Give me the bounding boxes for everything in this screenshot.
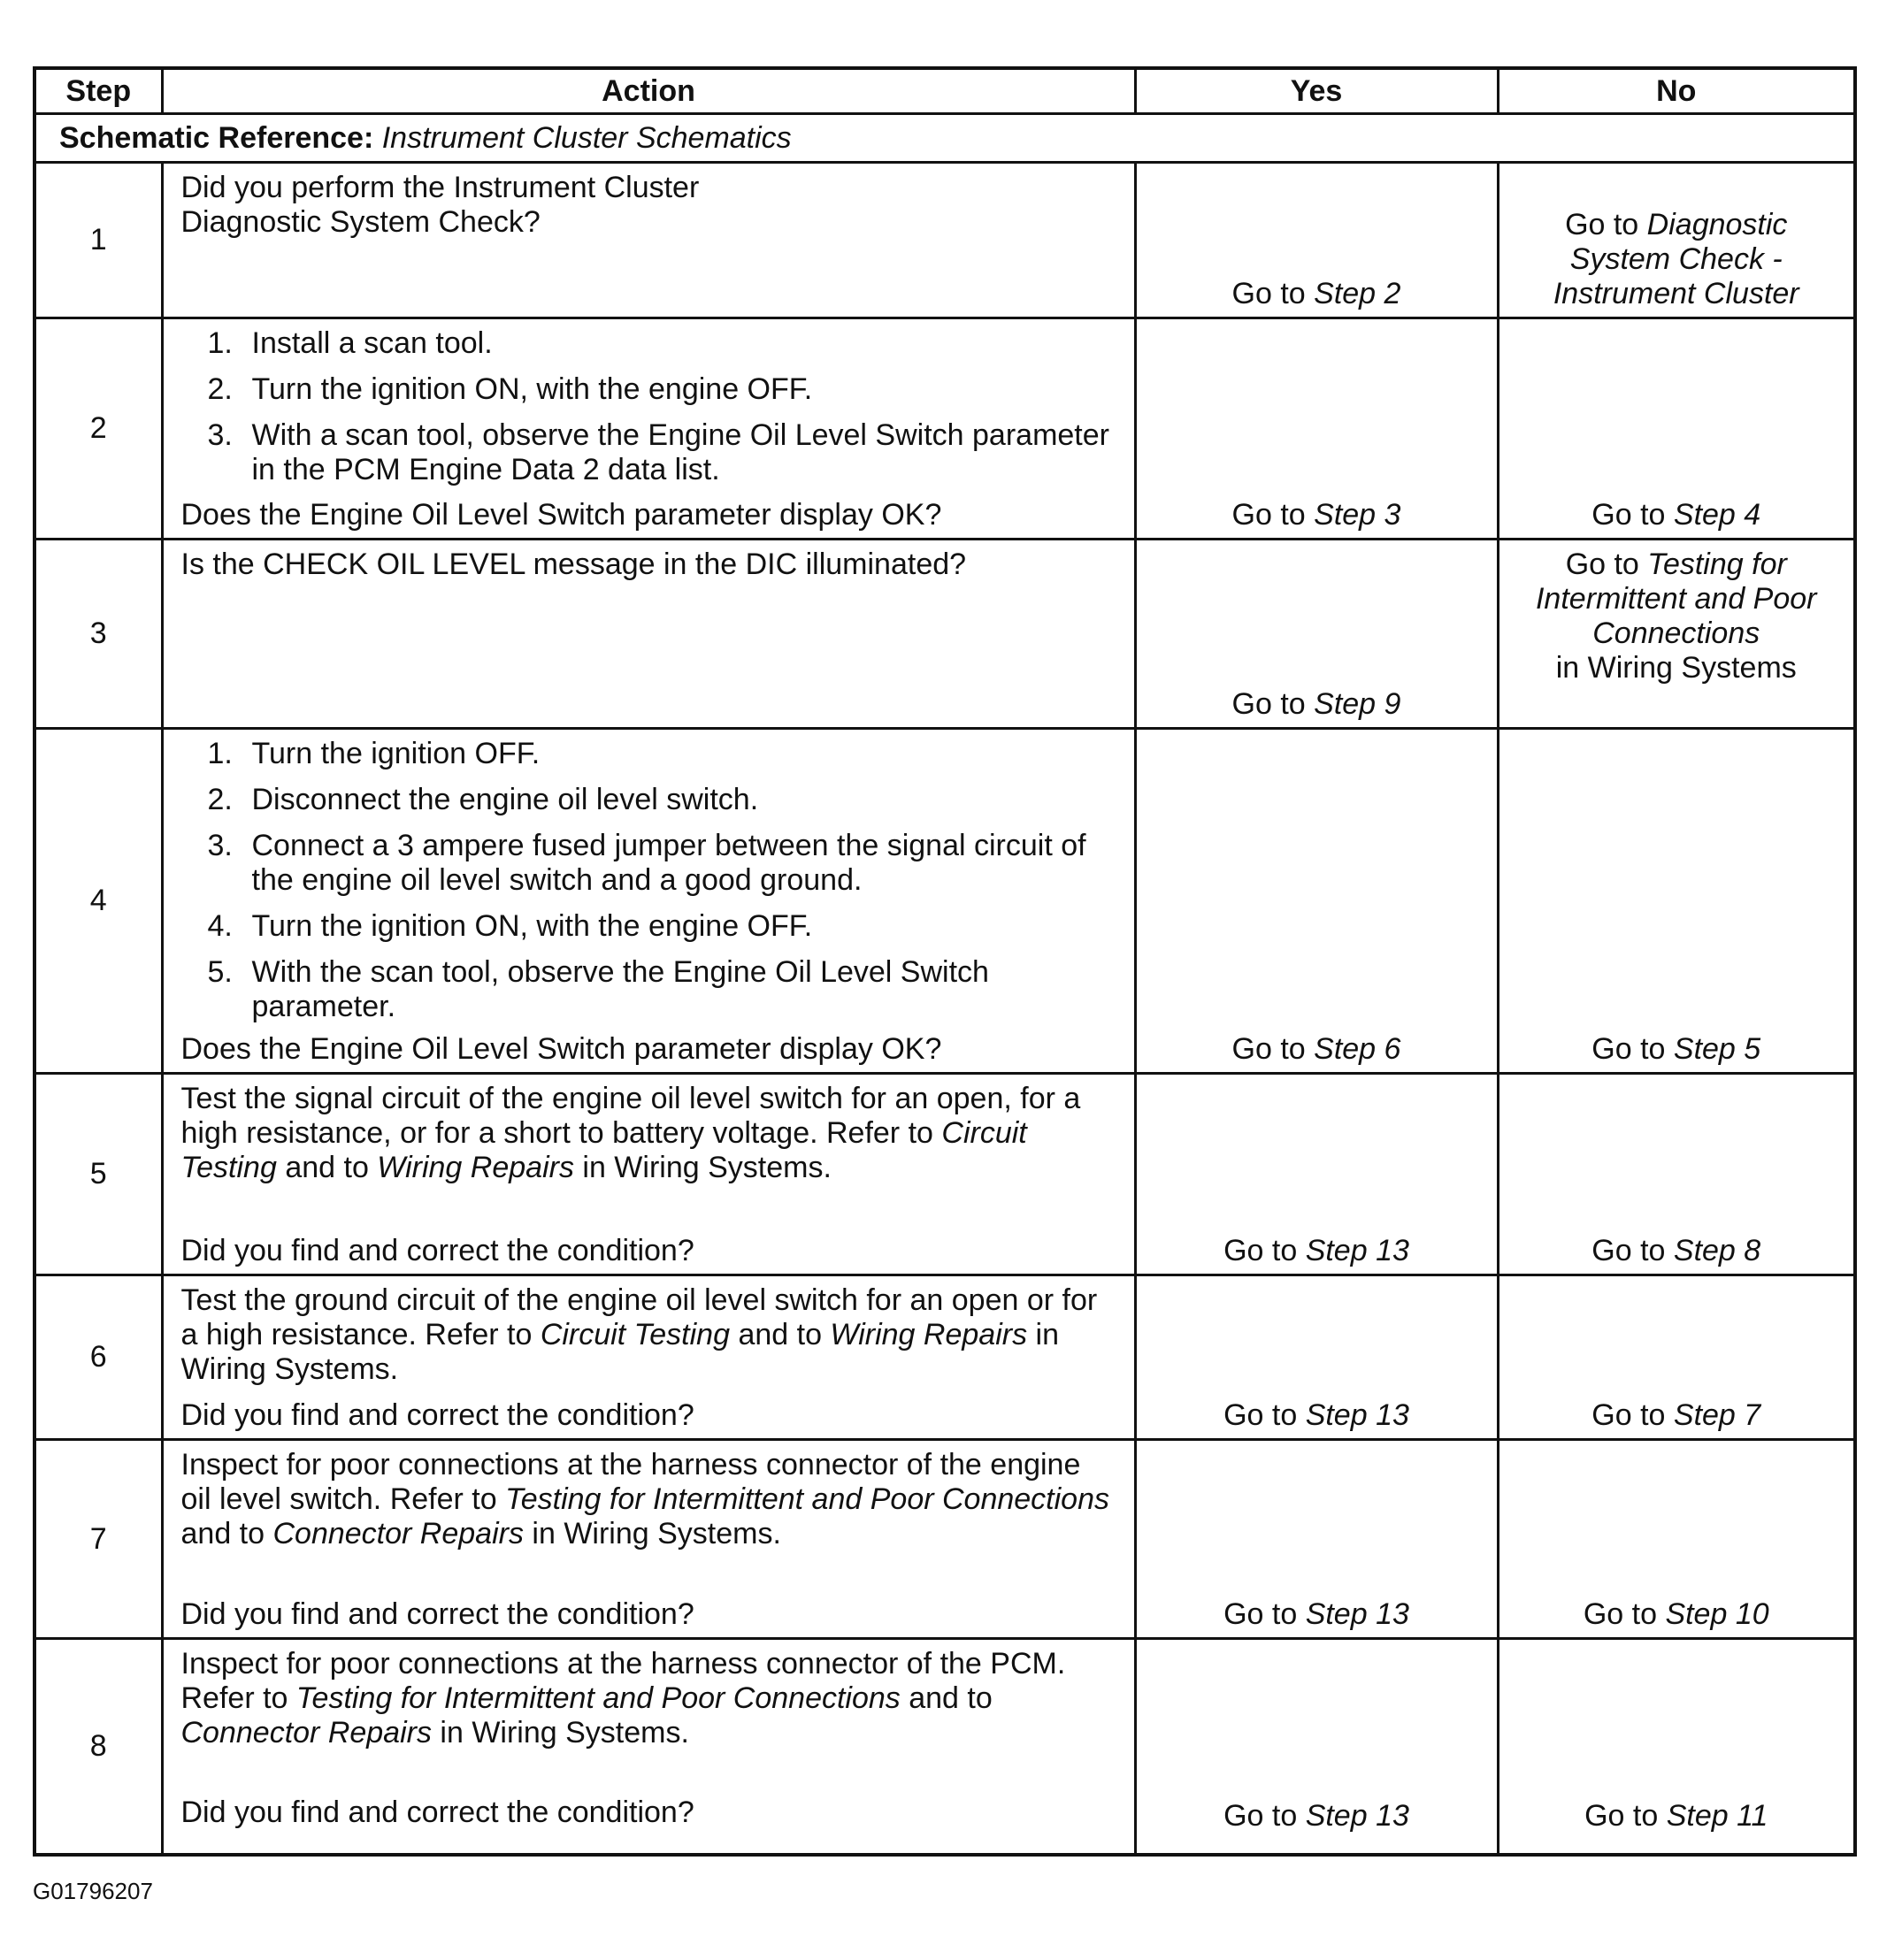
action-cell [162,318,1135,540]
action-question: Does the Engine Oil Level Switch parameter display OK? [180,498,942,532]
reference-link[interactable]: Testing for Intermittent and Poor Connections [295,1681,901,1715]
substep-list [164,326,1134,487]
header-row [35,68,1855,114]
action-cell [162,729,1135,1074]
no-cell [1498,1440,1855,1639]
yes-cell [1135,318,1498,540]
action-cell [162,163,1135,318]
yes-cell [1135,540,1498,729]
step-number: 4 [35,729,162,1074]
action-cell [162,540,1135,729]
no-result: Go to Step 11 [1584,1798,1768,1833]
step-link[interactable]: Step 5 [1673,1032,1761,1066]
yes-result: Go to Step 13 [1223,1234,1409,1267]
action-text: Is the CHECK OIL LEVEL message in the DIC illuminated? [180,547,967,581]
reference-link[interactable]: Diagnostic System Check - Instrument Cluster [1553,208,1799,310]
action-question: Did you find and correct the condition? [180,1234,694,1267]
diagnostic-table [33,66,1857,1857]
reference-link[interactable]: Circuit Testing [540,1318,730,1351]
schematic-value: Instrument Cluster Schematics [381,120,792,155]
table-row [35,163,1855,318]
no-cell [1498,729,1855,1074]
list-item: 3. Connect a 3 ampere fused jumper between the signal circuit of the engine oil level switch and a good ground. [207,829,1086,897]
yes-cell [1135,163,1498,318]
step-number: 1 [35,163,162,318]
header-action: Action [162,68,1135,114]
action-text: Inspect for poor connections at the harness connector of the engine oil level switch. Refer to Testing for Intermittent and Poor Connections and to Connector Repairs in Wiring Systems. [180,1448,1109,1550]
table-row [35,1074,1855,1275]
list-item: 4. Turn the ignition ON, with the engine OFF. [207,909,813,943]
yes-result: Go to Step 13 [1223,1398,1409,1432]
no-cell [1498,540,1855,729]
step-number: 7 [35,1440,162,1639]
substep-list [164,737,1134,1024]
reference-link[interactable]: Wiring Repairs [377,1151,574,1184]
step-link[interactable]: Step 13 [1305,1234,1409,1267]
step-link[interactable]: Step 7 [1673,1398,1761,1432]
action-question: Did you find and correct the condition? [180,1795,694,1829]
step-number: 5 [35,1074,162,1275]
table-row [35,1639,1855,1855]
header-yes: Yes [1135,68,1498,114]
yes-cell [1135,1639,1498,1855]
action-question: Did you find and correct the condition? [180,1597,694,1631]
list-item: 2. Turn the ignition ON, with the engine OFF. [207,372,813,406]
no-cell [1498,1275,1855,1440]
no-result: Go to Step 8 [1591,1234,1761,1267]
step-link[interactable]: Step 13 [1305,1798,1409,1833]
list-item: 1. Turn the ignition OFF. [207,737,541,770]
step-link[interactable]: Step 8 [1673,1234,1761,1267]
step-number: 6 [35,1275,162,1440]
table-row [35,1275,1855,1440]
step-link[interactable]: Step 13 [1305,1398,1409,1432]
table-row [35,729,1855,1074]
reference-link[interactable]: Connector Repairs [272,1517,524,1550]
step-link[interactable]: Step 2 [1314,277,1401,310]
step-link[interactable]: Step 13 [1305,1597,1409,1631]
yes-cell [1135,729,1498,1074]
reference-link[interactable]: Connector Repairs [180,1716,432,1749]
table-row [35,540,1855,729]
reference-link[interactable]: Circuit Testing [180,1116,1027,1184]
no-result: Go to Step 10 [1583,1597,1769,1631]
step-link[interactable]: Step 11 [1666,1798,1768,1833]
table-row [35,1440,1855,1639]
step-number: 3 [35,540,162,729]
yes-result: Go to Step 9 [1231,687,1401,721]
yes-result: Go to Step 3 [1231,498,1401,532]
action-question: Does the Engine Oil Level Switch parameter display OK? [180,1032,942,1066]
step-link[interactable]: Step 10 [1665,1597,1769,1631]
no-result: Go to Diagnostic System Check - Instrument Cluster [1553,208,1799,310]
step-link[interactable]: Step 3 [1314,498,1401,532]
step-number: 2 [35,318,162,540]
action-text: Did you perform the Instrument Cluster Diagnostic System Check? [180,171,700,239]
reference-link[interactable]: Wiring Repairs [830,1318,1028,1351]
schematic-label: Schematic Reference: [59,120,374,155]
action-cell [162,1639,1135,1855]
step-link[interactable]: Step 6 [1314,1032,1401,1066]
header-no: No [1498,68,1855,114]
no-cell [1498,1639,1855,1855]
list-item: 3. With a scan tool, observe the Engine Oil Level Switch parameter in the PCM Engine Data 2 data list. [207,418,1109,486]
yes-cell [1135,1440,1498,1639]
no-result: Go to Step 7 [1591,1398,1761,1432]
step-link[interactable]: Step 4 [1673,498,1761,532]
list-item: 2. Disconnect the engine oil level switch. [207,783,759,816]
header-step: Step [35,68,162,114]
reference-link[interactable]: Testing for Intermittent and Poor Connections [505,1482,1109,1516]
list-item: 1. Install a scan tool. [207,326,493,360]
action-question: Did you find and correct the condition? [180,1398,694,1432]
document-id: G01796207 [33,1878,153,1904]
no-cell [1498,318,1855,540]
step-link[interactable]: Step 9 [1314,687,1401,721]
no-result: Go to Testing for Intermittent and Poor Connections in Wiring Systems [1535,547,1817,685]
table-row [35,318,1855,540]
action-text: Test the ground circuit of the engine oil level switch for an open or for a high resistance. Refer to Circuit Testing and to Wiring Repairs in Wiring Systems. [180,1283,1098,1386]
action-cell [162,1074,1135,1275]
yes-cell [1135,1074,1498,1275]
reference-link[interactable]: Testing for Intermittent and Poor Connections [1535,547,1817,650]
action-cell [162,1275,1135,1440]
yes-result: Go to Step 6 [1231,1032,1401,1066]
schematic-row [35,114,1855,163]
step-number: 8 [35,1639,162,1855]
no-cell [1498,1074,1855,1275]
yes-result: Go to Step 2 [1231,277,1401,310]
yes-cell [1135,1275,1498,1440]
action-cell [162,1440,1135,1639]
list-item: 5. With the scan tool, observe the Engine Oil Level Switch parameter. [207,955,989,1023]
schematic-reference [35,114,1855,163]
no-cell [1498,163,1855,318]
yes-result: Go to Step 13 [1223,1798,1409,1833]
yes-result: Go to Step 13 [1223,1597,1409,1631]
no-result: Go to Step 5 [1591,1032,1761,1066]
no-result: Go to Step 4 [1591,498,1761,532]
action-text: Inspect for poor connections at the harness connector of the PCM. Refer to Testing for Intermittent and Poor Connections and to Connector Repairs in Wiring Systems. [180,1647,1066,1749]
action-text: Test the signal circuit of the engine oil level switch for an open, for a high resistance, or for a short to battery voltage. Refer to Circuit Testing and to Wiring Repairs in Wiring Systems. [180,1082,1081,1184]
